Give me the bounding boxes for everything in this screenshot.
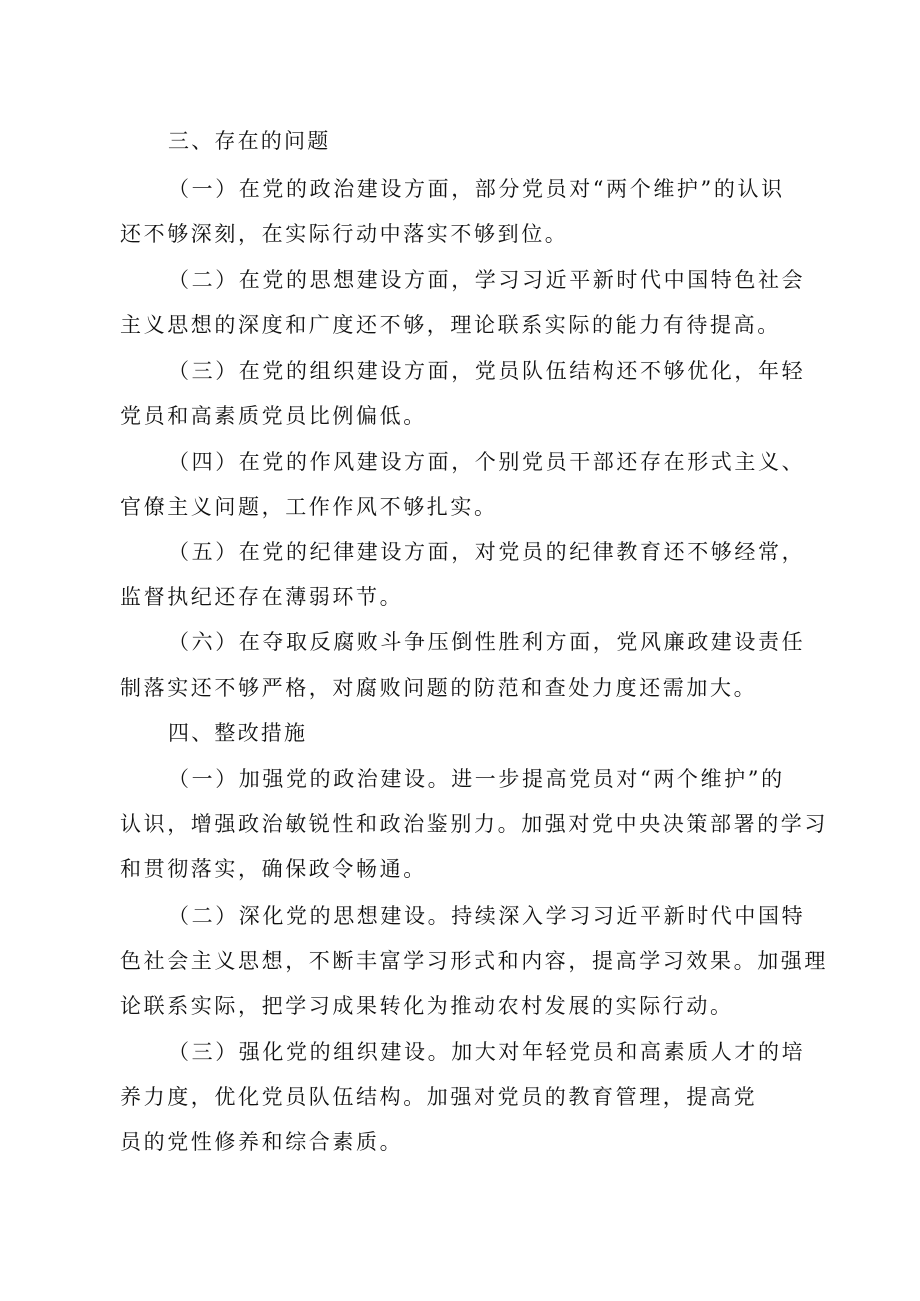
measure-3-line-1: （三）强化党的组织建设。加大对年轻党员和高素质人才的培	[168, 1040, 806, 1064]
problem-6-line-1: （六）在夺取反腐败斗争压倒性胜利方面，党风廉政建设责任	[168, 630, 806, 654]
problem-5-line-1: （五）在党的纪律建设方面，对党员的纪律教育还不够经常，	[168, 540, 806, 564]
problem-4-line-1: （四）在党的作风建设方面，个别党员干部还存在形式主义、	[168, 450, 806, 474]
problem-5-line-2: 监督执纪还存在薄弱环节。	[120, 585, 404, 609]
measure-1-line-2: 认识，增强政治敏锐性和政治鉴别力。加强对党中央决策部署的学习	[120, 812, 828, 836]
section-heading-measures: 四、整改措施	[168, 721, 308, 745]
problem-4-line-2: 官僚主义问题，工作作风不够扎实。	[120, 495, 498, 519]
measure-2-line-3: 论联系实际，把学习成果转化为推动农村发展的实际行动。	[120, 994, 734, 1018]
problem-3-line-1: （三）在党的组织建设方面，党员队伍结构还不够优化，年轻	[168, 359, 806, 383]
problem-3-line-2: 党员和高素质党员比例偏低。	[120, 404, 427, 428]
measure-1-line-1: （一）加强党的政治建设。进一步提高党员对“两个维护”的	[168, 767, 785, 791]
measure-3-line-3: 员的党性修养和综合素质。	[120, 1130, 404, 1154]
problem-2-line-2: 主义思想的深度和广度还不够，理论联系实际的能力有待提高。	[120, 313, 781, 337]
measure-3-line-2: 养力度，优化党员队伍结构。加强对党员的教育管理，提高党	[120, 1085, 758, 1109]
problem-6-line-2: 制落实还不够严格，对腐败问题的防范和查处力度还需加大。	[120, 676, 758, 700]
section-heading-problems: 三、存在的问题	[168, 129, 331, 153]
measure-1-line-3: 和贯彻落实，确保政令畅通。	[120, 857, 427, 881]
problem-1-line-2: 还不够深刻，在实际行动中落实不够到位。	[120, 222, 569, 246]
problem-2-line-1: （二）在党的思想建设方面，学习习近平新时代中国特色社会	[168, 268, 806, 292]
problem-1-line-1: （一）在党的政治建设方面，部分党员对“两个维护”的认识	[168, 177, 785, 201]
measure-2-line-2: 色社会主义思想，不断丰富学习形式和内容，提高学习效果。加强理	[120, 949, 828, 973]
measure-2-line-1: （二）深化党的思想建设。持续深入学习习近平新时代中国特	[168, 904, 806, 928]
